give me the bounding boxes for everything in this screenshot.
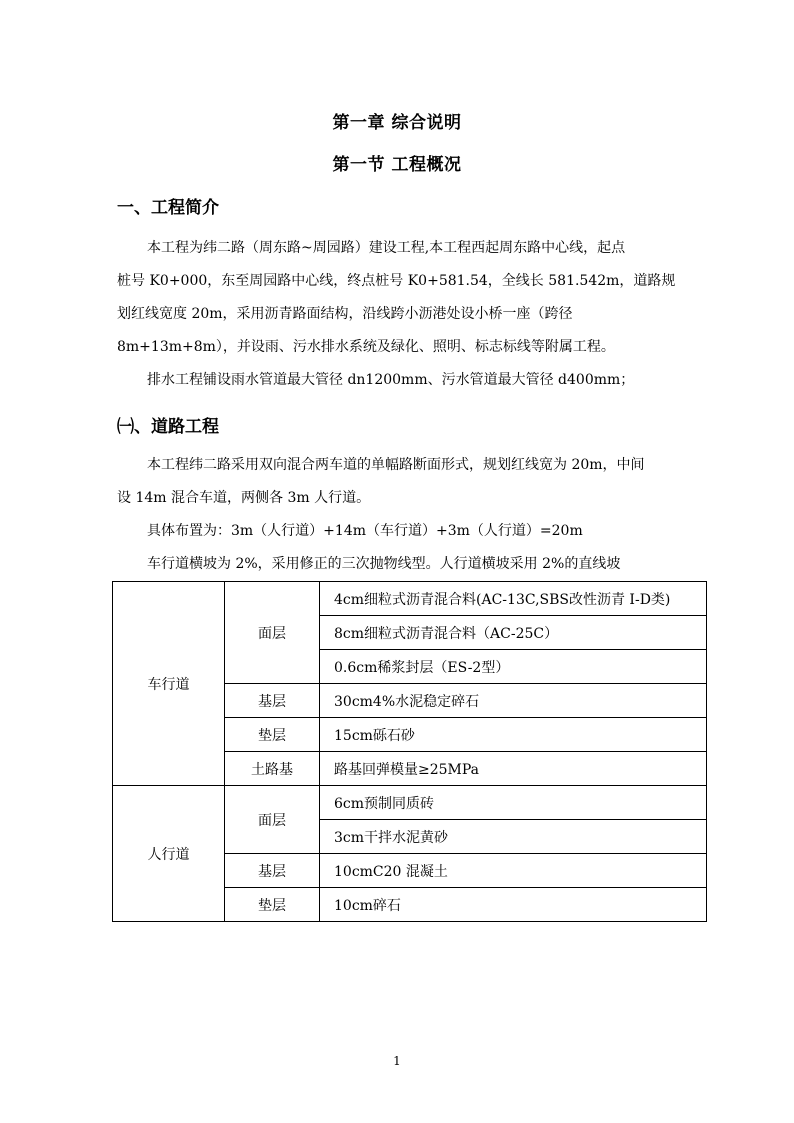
sidewalk-surface-item: 6cm预制同质砖 [320, 786, 707, 820]
sidewalk-cushion-label: 垫层 [225, 888, 320, 922]
road-line: 本工程纬二路采用双向混合两车道的单幅路断面形式，规划红线宽为 20m，中间 [147, 457, 645, 473]
layout-line: 具体布置为：3m（人行道）+14m（车行道）+3m（人行道）=20m [147, 523, 583, 539]
sidewalk-cushion-item: 10cm碎石 [320, 888, 707, 922]
intro-line: 划红线宽度 20m，采用沥青路面结构，沿线跨小沥港处设小桥一座（跨径 [117, 306, 573, 322]
subsection-road-works: ㈠、道路工程 [117, 417, 219, 437]
vehicle-subgrade-label: 土路基 [225, 752, 320, 786]
vehicle-surface-label: 面层 [225, 582, 320, 684]
table-row [113, 786, 707, 820]
slope-line: 车行道横坡为 2%，采用修正的三次抛物线型。人行道横坡采用 2%的直线坡 [147, 556, 621, 572]
sidewalk-surface-item: 3cm干拌水泥黄砂 [320, 820, 707, 854]
intro-line: 本工程为纬二路（周东路~周园路）建设工程,本工程西起周东路中心线，起点 [147, 240, 626, 256]
subsection-project-intro: 一、工程简介 [117, 198, 219, 218]
intro-paragraph [117, 232, 707, 397]
vehicle-surface-item: 4cm细粒式沥青混合料(AC-13C,SBS改性沥青 I-D类) [320, 582, 707, 616]
road-line: 设 14m 混合车道，两侧各 3m 人行道。 [117, 490, 371, 506]
intro-line: 8m+13m+8m），并设雨、污水排水系统及绿化、照明、标志标线等附属工程。 [117, 339, 615, 355]
section-title: 第一节 工程概况 [332, 155, 462, 175]
vehicle-lane-cell: 车行道 [113, 582, 225, 786]
vehicle-surface-item: 0.6cm稀浆封层（ES-2型） [320, 650, 707, 684]
sidewalk-base-item: 10cmC20 混凝土 [320, 854, 707, 888]
vehicle-cushion-label: 垫层 [225, 718, 320, 752]
sidewalk-cell: 人行道 [113, 786, 225, 922]
sidewalk-base-label: 基层 [225, 854, 320, 888]
intro-line: 桩号 K0+000，东至周园路中心线，终点桩号 K0+581.54，全线长 581.542m，道路规 [117, 273, 676, 289]
chapter-title: 第一章 综合说明 [332, 113, 462, 133]
sidewalk-surface-label: 面层 [225, 786, 320, 854]
vehicle-base-item: 30cm4%水泥稳定碎石 [320, 684, 707, 718]
pavement-structure-table [112, 581, 707, 922]
vehicle-cushion-item: 15cm砾石砂 [320, 718, 707, 752]
vehicle-subgrade-item: 路基回弹模量≥25MPa [320, 752, 707, 786]
vehicle-surface-item: 8cm细粒式沥青混合料（AC-25C） [320, 616, 707, 650]
road-paragraph [117, 449, 707, 581]
page-number: 1 [393, 1054, 401, 1068]
vehicle-base-label: 基层 [225, 684, 320, 718]
table-row [113, 582, 707, 616]
drainage-line: 排水工程铺设雨水管道最大管径 dn1200mm、污水管道最大管径 d400mm； [147, 372, 635, 388]
